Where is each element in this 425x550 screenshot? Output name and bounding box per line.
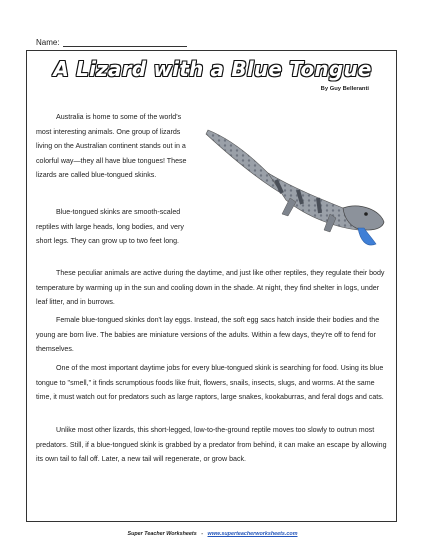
footer-separator: - [201,531,204,537]
blue-tongued-skink-image [198,118,388,263]
name-blank-line[interactable] [63,38,187,47]
name-field-row [36,38,187,47]
paragraph-6: Unlike most other lizards, this short-legged, low-to-the-ground reptile moves too slowly to outrun most predators. Still, if a blue-tongued skink is grabbed by a predator from behind, it can make an escape by allowing its own tail to fall off. Later, a new tail will regenerate, or grow back. [36,426,387,464]
paragraph-2: Blue-tongued skinks are smooth-scaled reptiles with large heads, long bodies, and very short legs. They can grow up to two feet long. [36,208,184,246]
paragraph-4: Female blue-tongued skinks don't lay eggs. Instead, the soft egg sacs hatch inside their bodies and the young are born live. The babies are miniature versions of the adults. Within a few days, they're off to fend for themselves. [36,316,380,354]
paragraph-3: These peculiar animals are active during the daytime, and just like other reptiles, they regulate their body temperature by warming up in the sun and cooling down in the shade. At night, they find shelter in logs, under leaf litter, and in burrows. [36,269,385,307]
footer-brand: Super Teacher Worksheets [127,531,197,537]
paragraph-5: One of the most important daytime jobs for every blue-tongued skink is searching for food. Using its blue tongue to "smell," it finds scrumptious foods like fruit, flowers, snails, insects, slugs, and worms. At the same time, it must watch out for predators such as large raptors, large snakes, kookaburras, and feral dogs and cats. [36,364,384,402]
author-byline: By Guy Belleranti [320,86,369,92]
page-footer [0,531,425,537]
footer-url-link[interactable]: www.superteacherworksheets.com [207,531,298,537]
name-label: Name: [36,38,60,47]
page-title: A Lizard with a Blue Tongue [53,57,372,81]
paragraph-1: Australia is home to some of the world's most interesting animals. One group of lizards living on the Australian continent stands out in a colorful way—they all have blue tongues! These lizards are called blue-tongued skinks. [36,113,187,180]
